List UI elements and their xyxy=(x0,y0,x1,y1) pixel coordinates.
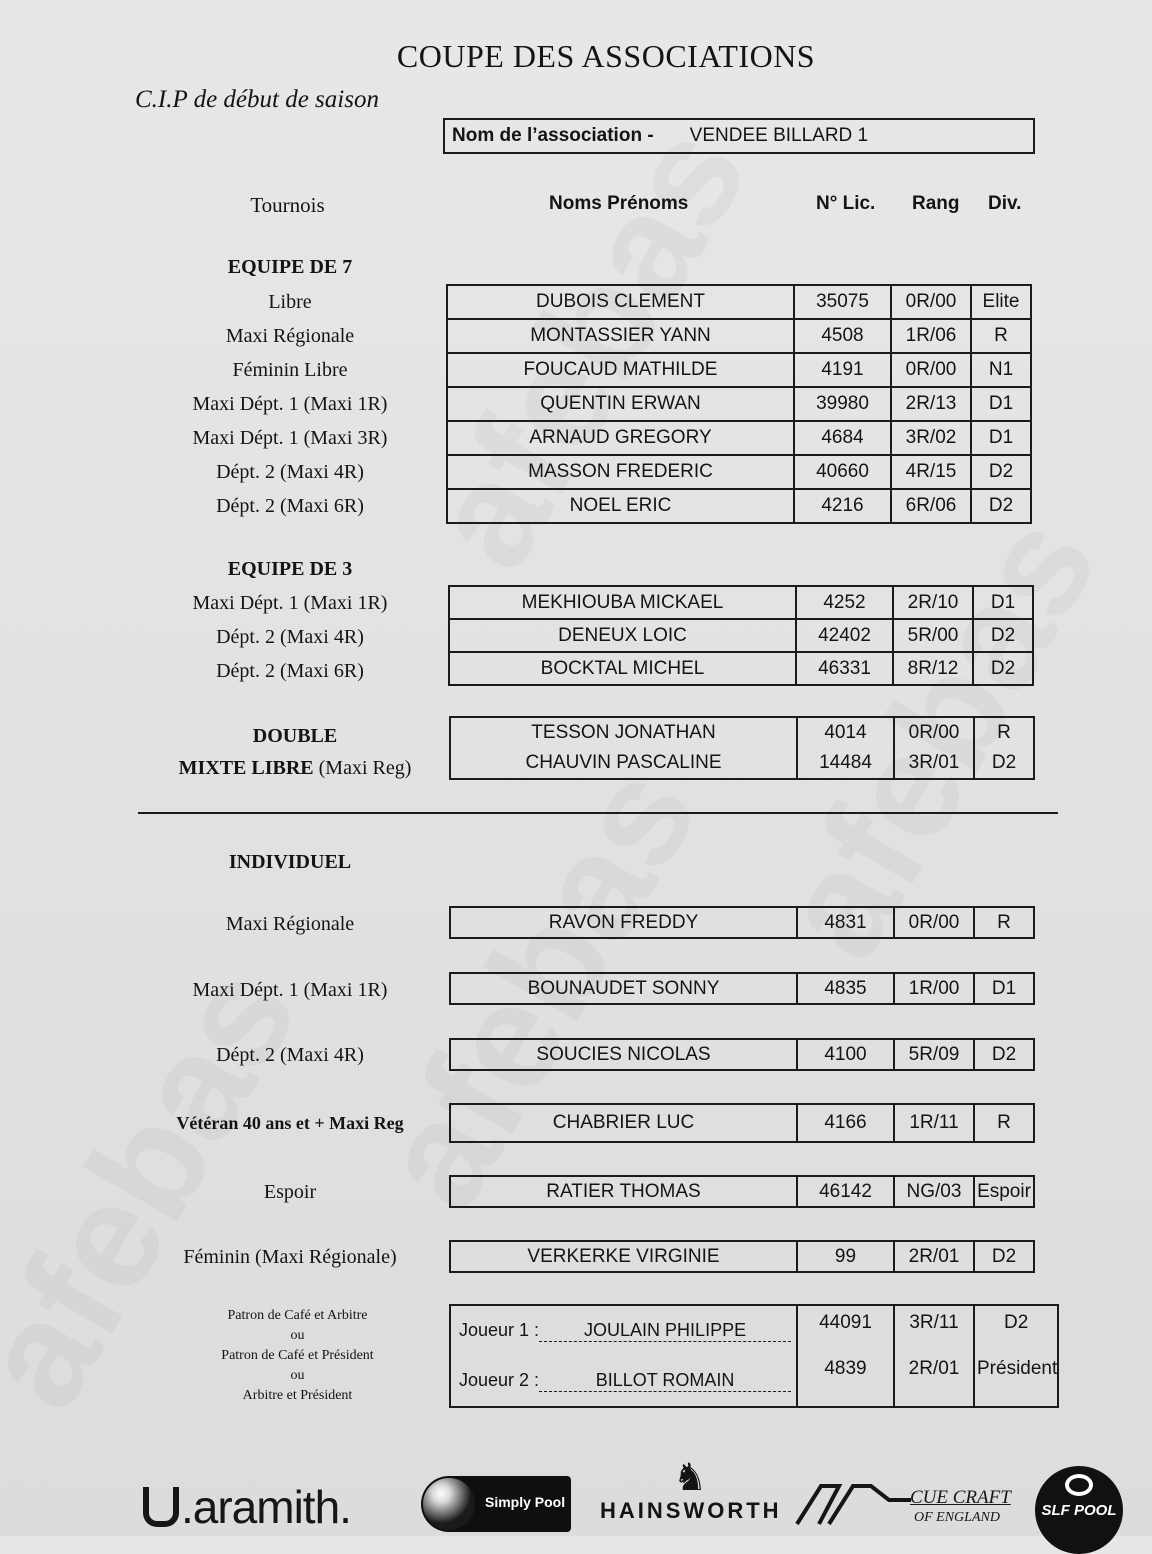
table-row xyxy=(450,973,1034,1004)
table-row xyxy=(447,353,1031,387)
licence-number: 40660 xyxy=(794,455,891,489)
patron-line: Patron de Café et Président xyxy=(221,1348,374,1363)
licence-number: 4831 xyxy=(797,907,894,938)
player-name: BOCKTAL MICHEL xyxy=(449,652,796,685)
licence-number: 4252 xyxy=(796,586,893,619)
patron-categories xyxy=(185,1306,410,1406)
rang-value: 2R/10 xyxy=(893,586,973,619)
joueur-2-licence: 4839 xyxy=(824,1358,867,1379)
licence-number: 4014 xyxy=(797,717,894,748)
rang-value: 0R/00 xyxy=(891,285,971,319)
table-row xyxy=(450,748,1034,779)
joueur-1-label: Joueur 1 : xyxy=(459,1320,540,1340)
player-name: TESSON JONATHAN xyxy=(450,717,797,748)
joueur-1 xyxy=(459,1320,791,1342)
rang-value: 5R/09 xyxy=(894,1039,974,1070)
player-name: CHAUVIN PASCALINE xyxy=(450,748,797,779)
licence-number: 99 xyxy=(797,1241,894,1272)
association-box xyxy=(443,118,1035,154)
equipe-3-table xyxy=(448,585,1034,686)
player-name: FOUCAUD MATHILDE xyxy=(447,353,794,387)
rang-value: 2R/13 xyxy=(891,387,971,421)
joueur-2 xyxy=(459,1370,791,1392)
division-value: D1 xyxy=(974,973,1034,1004)
rang-value: 0R/00 xyxy=(894,717,974,748)
griffin-icon: ♞ xyxy=(672,1457,708,1499)
division-value: D2 xyxy=(973,619,1033,652)
division-value: Elite xyxy=(971,285,1031,319)
category-label: Maxi Dépt. 1 (Maxi 1R) xyxy=(192,979,388,1001)
table-row xyxy=(450,1176,1034,1207)
patron-line: ou xyxy=(290,1368,305,1383)
simply-pool-wordmark: Simply Pool xyxy=(485,1494,566,1510)
patron-division-cell xyxy=(974,1305,1058,1407)
rang-value: 1R/00 xyxy=(894,973,974,1004)
joueur-1-name: JOULAIN PHILIPPE xyxy=(539,1320,791,1342)
rang-value: 6R/06 xyxy=(891,489,971,523)
header-division: Div. xyxy=(988,193,1022,214)
division-value: R xyxy=(974,1104,1034,1142)
header-noms-prenoms: Noms Prénoms xyxy=(549,193,689,214)
association-name: VENDEE BILLARD 1 xyxy=(689,125,869,146)
association-label: Nom de l’association - xyxy=(452,125,654,146)
table-row xyxy=(450,1241,1034,1272)
category-label: Dépt. 2 (Maxi 4R) xyxy=(216,461,364,483)
section-double-mixte xyxy=(140,720,450,784)
player-name: QUENTIN ERWAN xyxy=(447,387,794,421)
joueur-2-name: BILLOT ROMAIN xyxy=(539,1370,791,1392)
equipe-7-table xyxy=(446,284,1032,524)
section-divider xyxy=(138,812,1058,814)
patron-line: Arbitre et Président xyxy=(242,1388,353,1403)
division-value: D2 xyxy=(974,1241,1034,1272)
rang-value: 0R/00 xyxy=(891,353,971,387)
division-value: D2 xyxy=(974,1039,1034,1070)
hainsworth-logo xyxy=(600,1458,780,1524)
category-label: Maxi Dépt. 1 (Maxi 1R) xyxy=(192,393,388,415)
double-subtitle xyxy=(140,752,450,784)
header-licence: N° Lic. xyxy=(816,193,876,214)
player-name: VERKERKE VIRGINIE xyxy=(450,1241,797,1272)
licence-number: 4216 xyxy=(794,489,891,523)
individuel-row-table xyxy=(449,972,1035,1005)
player-name: ARNAUD GREGORY xyxy=(447,421,794,455)
sponsor-bar xyxy=(0,1450,1152,1536)
table-row xyxy=(450,1305,1058,1407)
licence-number: 4508 xyxy=(794,319,891,353)
licence-number: 4166 xyxy=(797,1104,894,1142)
section-equipe-3: EQUIPE DE 3 xyxy=(227,558,353,580)
individuel-row-table xyxy=(449,1038,1035,1071)
joueur-1-rang: 3R/11 xyxy=(909,1312,959,1333)
licence-number: 42402 xyxy=(796,619,893,652)
category-label: Maxi Dépt. 1 (Maxi 3R) xyxy=(192,427,388,449)
division-value: D1 xyxy=(971,421,1031,455)
rang-value: 3R/01 xyxy=(894,748,974,779)
header-tournois: Tournois xyxy=(250,193,325,217)
division-value: D2 xyxy=(971,489,1031,523)
category-label: Maxi Régionale xyxy=(225,913,355,935)
category-label: Féminin Libre xyxy=(232,359,348,381)
category-label: Féminin (Maxi Régionale) xyxy=(183,1246,397,1268)
cue-craft-wordmark: CUE CRAFT xyxy=(910,1487,1011,1508)
licence-number: 4100 xyxy=(797,1039,894,1070)
rang-value: 1R/06 xyxy=(891,319,971,353)
cue-craft-icon xyxy=(793,1478,911,1528)
section-equipe-7: EQUIPE DE 7 xyxy=(227,256,353,278)
rang-value: 2R/01 xyxy=(894,1241,974,1272)
division-value: D2 xyxy=(973,652,1033,685)
division-value: D2 xyxy=(974,748,1034,779)
double-mixte-label: MIXTE LIBRE xyxy=(178,757,314,779)
slf-pool-wordmark: SLF POOL xyxy=(1041,1502,1117,1519)
licence-number: 39980 xyxy=(794,387,891,421)
table-row xyxy=(450,1104,1034,1142)
table-row xyxy=(450,717,1034,748)
double-title: DOUBLE xyxy=(252,725,338,747)
player-name: NOEL ERIC xyxy=(447,489,794,523)
patron-table xyxy=(449,1304,1059,1408)
table-row xyxy=(447,421,1031,455)
table-row xyxy=(449,619,1033,652)
player-name: RATIER THOMAS xyxy=(450,1176,797,1207)
table-row xyxy=(450,1039,1034,1070)
category-label: Libre xyxy=(268,291,312,313)
table-row xyxy=(447,319,1031,353)
category-label: Dépt. 2 (Maxi 6R) xyxy=(216,660,364,682)
player-name: RAVON FREDDY xyxy=(450,907,797,938)
player-name: MEKHIOUBA MICKAEL xyxy=(449,586,796,619)
division-value: R xyxy=(974,717,1034,748)
table-row xyxy=(447,387,1031,421)
page-title: COUPE DES ASSOCIATIONS xyxy=(396,38,816,74)
player-name: CHABRIER LUC xyxy=(450,1104,797,1142)
cue-craft-subtitle: OF ENGLAND xyxy=(914,1510,1000,1525)
licence-number: 4684 xyxy=(794,421,891,455)
equipe-3-categories xyxy=(140,586,440,688)
category-label: Vétéran 40 ans et + Maxi Reg xyxy=(176,1113,404,1133)
page-subtitle: C.I.P de début de saison xyxy=(135,86,379,113)
patron-line: Patron de Café et Arbitre xyxy=(227,1308,368,1323)
licence-number: 46142 xyxy=(797,1176,894,1207)
joueur-2-label: Joueur 2 : xyxy=(459,1370,540,1390)
hainsworth-wordmark: HAINSWORTH xyxy=(600,1498,782,1523)
rang-value: NG/03 xyxy=(894,1176,974,1207)
patron-players-cell xyxy=(450,1305,797,1407)
licence-number: 4835 xyxy=(797,973,894,1004)
joueur-2-division: Président xyxy=(977,1358,1058,1379)
table-row xyxy=(450,907,1034,938)
individuel-row-table xyxy=(449,906,1035,939)
player-name: SOUCIES NICOLAS xyxy=(450,1039,797,1070)
joueur-1-licence: 44091 xyxy=(819,1312,872,1333)
player-name: BOUNAUDET SONNY xyxy=(450,973,797,1004)
header-rang: Rang xyxy=(912,193,960,214)
player-name: MASSON FREDERIC xyxy=(447,455,794,489)
licence-number: 46331 xyxy=(796,652,893,685)
licence-number: 14484 xyxy=(797,748,894,779)
division-value: Espoir xyxy=(974,1176,1034,1207)
rang-value: 4R/15 xyxy=(891,455,971,489)
division-value: D1 xyxy=(973,586,1033,619)
aramith-logo xyxy=(143,1480,351,1534)
joueur-1-division: D2 xyxy=(1003,1312,1029,1333)
table-row xyxy=(447,455,1031,489)
division-value: R xyxy=(974,907,1034,938)
category-label: Espoir xyxy=(263,1181,317,1203)
category-label: Dépt. 2 (Maxi 4R) xyxy=(216,1044,364,1066)
category-label: Maxi Régionale xyxy=(225,325,355,347)
individuel-row-table xyxy=(449,1240,1035,1273)
patron-rang-cell xyxy=(894,1305,974,1407)
licence-number: 35075 xyxy=(794,285,891,319)
rang-value: 8R/12 xyxy=(893,652,973,685)
cue-craft-text xyxy=(910,1488,1011,1528)
table-row xyxy=(449,652,1033,685)
slf-ball-icon xyxy=(1065,1474,1093,1496)
table-row xyxy=(449,586,1033,619)
licence-number: 4191 xyxy=(794,353,891,387)
double-table xyxy=(449,716,1035,780)
rang-value: 5R/00 xyxy=(893,619,973,652)
double-maxi-label: (Maxi Reg) xyxy=(313,757,412,779)
slf-pool-logo xyxy=(1035,1466,1123,1554)
pool-ball-icon xyxy=(423,1478,475,1530)
simply-pool-logo xyxy=(421,1476,571,1532)
equipe-7-categories xyxy=(140,285,440,523)
patron-line: ou xyxy=(290,1328,305,1343)
player-name: DUBOIS CLEMENT xyxy=(447,285,794,319)
division-value: N1 xyxy=(971,353,1031,387)
player-name: MONTASSIER YANN xyxy=(447,319,794,353)
table-row xyxy=(447,489,1031,523)
rang-value: 3R/02 xyxy=(891,421,971,455)
division-value: D2 xyxy=(971,455,1031,489)
cue-craft-logo xyxy=(793,1478,911,1533)
category-label: Maxi Dépt. 1 (Maxi 1R) xyxy=(192,592,388,614)
category-label: Dépt. 2 (Maxi 4R) xyxy=(216,626,364,648)
patron-licence-cell xyxy=(797,1305,894,1407)
aramith-icon xyxy=(143,1487,179,1527)
division-value: R xyxy=(971,319,1031,353)
individuel-row-table xyxy=(449,1103,1035,1143)
division-value: D1 xyxy=(971,387,1031,421)
individuel-row-table xyxy=(449,1175,1035,1208)
section-individuel: INDIVIDUEL xyxy=(228,851,352,873)
joueur-2-rang: 2R/01 xyxy=(908,1358,960,1379)
rang-value: 1R/11 xyxy=(894,1104,974,1142)
rang-value: 0R/00 xyxy=(894,907,974,938)
category-label: Dépt. 2 (Maxi 6R) xyxy=(216,495,364,517)
table-row xyxy=(447,285,1031,319)
player-name: DENEUX LOIC xyxy=(449,619,796,652)
aramith-wordmark: .aramith. xyxy=(181,1481,351,1533)
